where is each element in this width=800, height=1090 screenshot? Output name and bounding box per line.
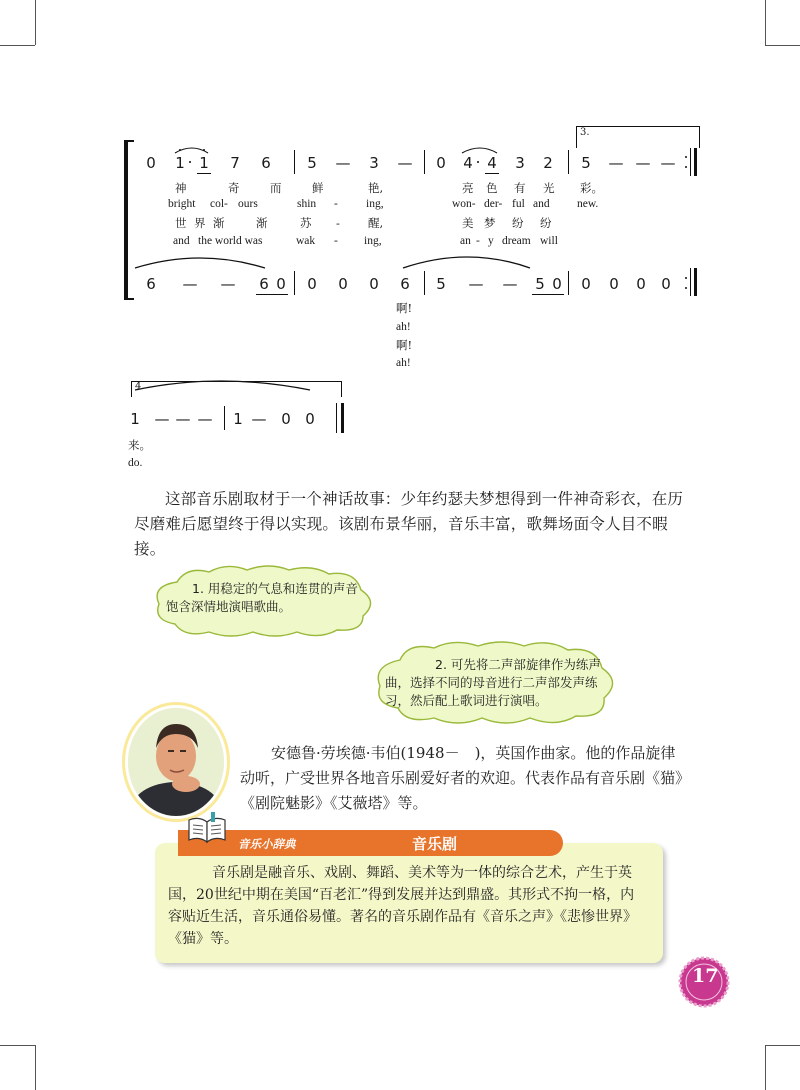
crop-mark <box>765 1045 766 1090</box>
lyric-en: new. <box>577 198 599 210</box>
score-note: 1 <box>130 410 140 428</box>
barline <box>690 268 691 296</box>
book-icon <box>185 812 229 848</box>
lyric-zh: 有 <box>514 181 526 195</box>
ending-4-lyric-en: do. <box>128 457 143 469</box>
ending-4-lyric-zh: 来。 <box>128 438 151 452</box>
lyric-en: - <box>334 198 338 210</box>
lyric-zh: 彩。 <box>580 181 603 195</box>
score-note: 0 <box>609 275 619 293</box>
score-note: — <box>468 275 484 293</box>
slurs <box>0 0 800 300</box>
score-note: — <box>608 154 624 172</box>
lyric-en: ours <box>238 198 258 210</box>
dictionary-text: 音乐剧是融音乐、戏剧、舞蹈、美术等为一体的综合艺术，产生于英国，20世纪中期在美国“百老汇”得到发展并达到鼎盛。其形式不拘一格，内容贴近生活，音乐通俗易懂。著名的音乐剧作品有《音乐之声》《悲惨世界》《猫》等。 <box>168 865 637 947</box>
score-note: — <box>220 275 236 293</box>
repeat-dot <box>685 277 687 279</box>
score-note: 0 <box>552 275 562 293</box>
lyric-zh: 界 <box>194 216 206 230</box>
score-note: 0 <box>305 410 315 428</box>
barline <box>336 403 337 433</box>
lyric-zh: 纷 <box>512 216 524 230</box>
score-note: — <box>154 410 170 428</box>
lyric-zh: 啊! <box>396 338 413 352</box>
score-note: — <box>502 275 518 293</box>
final-barline <box>694 268 697 296</box>
score-note: 0 <box>661 275 671 293</box>
score-note: — <box>251 410 267 428</box>
score-note: 3 <box>369 154 379 172</box>
lyric-zh: 艳, <box>368 181 384 195</box>
score-note: — <box>197 410 213 428</box>
lyric-zh: 世 <box>175 216 187 230</box>
crop-mark <box>35 1045 36 1090</box>
note-underline <box>256 294 288 295</box>
lyric-zh: 苏 <box>300 216 312 230</box>
ending-4-label: 4. <box>135 381 145 392</box>
tip-1-text: 1. 用稳定的气息和连贯的声音饱含深情地演唱歌曲。 <box>166 581 358 614</box>
lyric-en: ing, <box>366 198 384 210</box>
dictionary-header-bar <box>178 830 563 856</box>
lyric-zh: 啊! <box>396 301 413 315</box>
barline <box>568 271 569 295</box>
lyric-en: ah! <box>396 357 411 369</box>
ending-3-label: 3. <box>580 127 590 138</box>
dictionary-title: 音乐剧 <box>412 835 458 853</box>
lyric-zh: 渐 <box>213 216 225 230</box>
score-note: 0 <box>436 154 446 172</box>
crop-mark <box>0 1045 35 1046</box>
lyric-en: won- <box>452 198 476 210</box>
score-note: 6 <box>261 154 271 172</box>
dictionary-label: 音乐小辞典 <box>238 837 296 851</box>
lyric-zh: 鲜 <box>312 181 324 195</box>
lyric-zh: 而 <box>270 181 282 195</box>
score-note: 1 <box>175 154 185 172</box>
score-note: — <box>660 154 676 172</box>
score-note: 0 <box>636 275 646 293</box>
score-note: 4 <box>487 154 497 172</box>
lyric-en: dream <box>502 235 531 247</box>
lyric-en: an <box>460 235 471 247</box>
lyric-zh: 渐 <box>256 216 268 230</box>
lyric-zh: 亮 <box>462 181 474 195</box>
lyric-zh: - <box>336 216 340 230</box>
lyric-zh: 美 <box>462 216 474 230</box>
composer-paragraph: 安德鲁·劳埃德·韦伯(1948－ )，英国作曲家。他的作品旋律动听，广受世界各地音乐剧爱好者的欢迎。代表作品有音乐剧《猫》《剧院魅影》《艾薇塔》等。 <box>240 744 691 812</box>
score-note: 6 <box>146 275 156 293</box>
score-note: 6 <box>259 275 269 293</box>
lyric-zh: 神 <box>175 181 187 195</box>
lyric-en: and <box>533 198 550 210</box>
score-note: 5 <box>436 275 446 293</box>
score-note: 5 <box>581 154 591 172</box>
lyric-en: bright <box>168 198 196 210</box>
score-note: 0 <box>307 275 317 293</box>
score-note: — <box>175 410 191 428</box>
lyric-en: y <box>488 235 494 247</box>
score-note: 1 <box>199 154 209 172</box>
score-note: 1 <box>233 410 243 428</box>
lyric-en: the world was <box>198 235 263 247</box>
repeat-dot <box>685 287 687 289</box>
barline <box>424 271 425 295</box>
volta-line <box>131 381 132 397</box>
score-note: 4 <box>463 154 473 172</box>
lyric-en: wak <box>296 235 316 247</box>
barline <box>224 406 225 430</box>
score-note: — <box>397 154 413 172</box>
score-note: — <box>182 275 198 293</box>
final-barline <box>341 403 344 433</box>
score-note: 5 <box>307 154 317 172</box>
note-underline <box>532 294 564 295</box>
score-note: — <box>635 154 651 172</box>
crop-mark <box>765 1045 800 1046</box>
score-note: 0 <box>369 275 379 293</box>
intro-paragraph: 这部音乐剧取材于一个神话故事：少年约瑟夫梦想得到一件神奇彩衣，在历尽磨难后愿望终于得以实现。该剧布景华丽，音乐丰富，歌舞场面令人目不暇接。 <box>134 490 684 558</box>
score-note: 0 <box>281 410 291 428</box>
score-note: 0 <box>338 275 348 293</box>
barline <box>294 271 295 295</box>
score-note: 2 <box>543 154 553 172</box>
lyric-zh: 色 <box>486 181 498 195</box>
lyric-en: col- <box>210 198 228 210</box>
score-note: 3 <box>515 154 525 172</box>
lyric-zh: 光 <box>543 181 555 195</box>
lyric-en: ing, <box>364 235 382 247</box>
score-note: 5 <box>535 275 545 293</box>
lyric-en: shin <box>297 198 317 210</box>
lyric-en: - <box>334 235 338 247</box>
score-note: — <box>335 154 351 172</box>
score-note: 0 <box>146 154 156 172</box>
page-number: 17 <box>692 965 719 987</box>
score-note: 0 <box>581 275 591 293</box>
lyric-en: der- <box>484 198 503 210</box>
score-note: 0 <box>276 275 286 293</box>
lyric-en: ah! <box>396 321 411 333</box>
lyric-en: and <box>173 235 190 247</box>
score-note: 7 <box>230 154 240 172</box>
portrait-frame <box>122 702 230 822</box>
lyric-zh: 纷 <box>540 216 552 230</box>
volta-line <box>131 381 342 382</box>
lyric-zh: 奇 <box>228 181 240 195</box>
lyric-zh: 梦 <box>484 216 496 230</box>
lyric-en: will <box>540 235 558 247</box>
volta-line <box>341 381 342 397</box>
lyric-en: ful <box>512 198 525 210</box>
lyric-zh: 醒, <box>368 216 384 230</box>
tip-2-text: 2. 可先将二声部旋律作为练声曲，选择不同的母音进行二声部发声练习，然后配上歌词进行演唱。 <box>385 657 601 708</box>
lyric-en: - <box>476 235 480 247</box>
score-note: 6 <box>400 275 410 293</box>
